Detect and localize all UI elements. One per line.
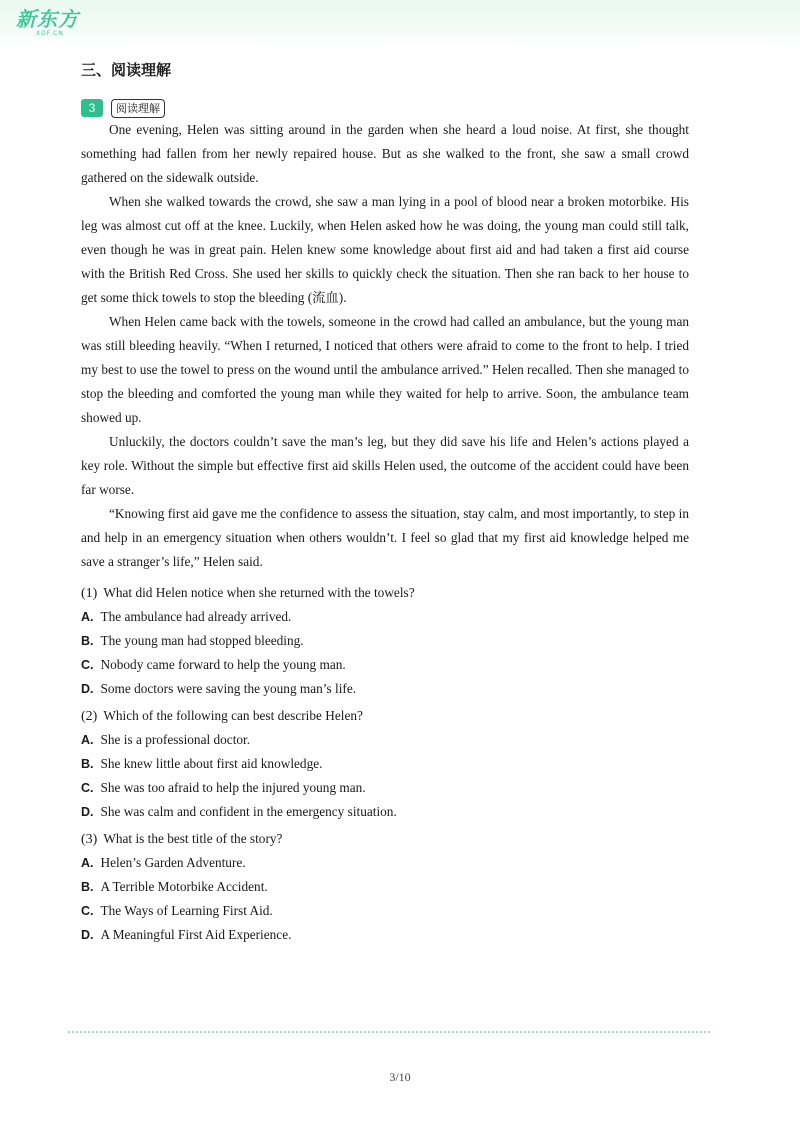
question-text: What did Helen notice when she returned with the towels?	[103, 585, 415, 600]
question-stem	[81, 704, 689, 728]
question-block-header	[81, 98, 165, 118]
brand-logo	[16, 8, 79, 37]
passage-paragraph: “Knowing first aid gave me the confidence to assess the situation, stay calm, and most importantly, to step in and help in an emergency situation when others wouldn’t. I feel so glad that my first aid knowledge helped me save a stranger’s life,” Helen said.	[81, 506, 689, 569]
option-letter: B.	[81, 880, 94, 894]
question-item	[81, 827, 689, 947]
answer-option	[81, 728, 689, 752]
answer-option	[81, 677, 689, 701]
passage-paragraph: When Helen came back with the towels, someone in the crowd had called an ambulance, but the young man was still bleeding heavily. “When I returned, I noticed that others were afraid to come to the front to help. I tried my best to use the towel to press on the wound until the ambulance arrived.” Helen recalled. Then she managed to stop the bleeding and comforted the young man while they waited for help to arrive. Soon, the ambulance team showed up.	[81, 314, 689, 425]
question-text: Which of the following can best describe Helen?	[103, 708, 363, 723]
answer-option	[81, 653, 689, 677]
footer-divider	[68, 1031, 710, 1033]
answer-option	[81, 923, 689, 947]
option-text: A Terrible Motorbike Accident.	[100, 879, 268, 894]
header-band	[0, 0, 800, 48]
answer-option	[81, 899, 689, 923]
option-letter: C.	[81, 904, 94, 918]
question-stem	[81, 827, 689, 851]
passage-paragraph: One evening, Helen was sitting around in the garden when she heard a loud noise. At first, she thought something had fallen from her newly repaired house. But as she walked to the front, she saw a small crowd gathered on the sidewalk outside.	[81, 122, 689, 185]
option-letter: A.	[81, 733, 94, 747]
passage-paragraph: Unluckily, the doctors couldn’t save the man’s leg, but they did save his life and Helen’s actions played a key role. Without the simple but effective first aid skills Helen used, the outcome of the accident could have been far worse.	[81, 434, 689, 497]
question-stem	[81, 581, 689, 605]
option-text: She is a professional doctor.	[100, 732, 251, 747]
option-text: Helen’s Garden Adventure.	[100, 855, 246, 870]
logo-chinese-text: 新东方	[16, 7, 79, 31]
option-text: The ambulance had already arrived.	[100, 609, 292, 624]
option-text: She was too afraid to help the injured young man.	[100, 780, 366, 795]
option-text: She was calm and confident in the emergency situation.	[100, 804, 397, 819]
page-number: 3/10	[389, 1070, 411, 1084]
option-letter: C.	[81, 781, 94, 795]
question-item	[81, 581, 689, 701]
answer-option	[81, 800, 689, 824]
question-text: What is the best title of the story?	[103, 831, 283, 846]
question-number: (3)	[81, 832, 98, 847]
option-letter: B.	[81, 757, 94, 771]
option-text: Some doctors were saving the young man’s life.	[100, 681, 357, 696]
question-number: (2)	[81, 709, 98, 724]
logo-english-text: XDF.CN	[36, 30, 64, 37]
option-text: The Ways of Learning First Aid.	[100, 903, 273, 918]
question-number-badge: 3	[81, 99, 103, 117]
option-letter: D.	[81, 928, 94, 942]
reading-passage	[81, 118, 689, 574]
answer-option	[81, 851, 689, 875]
option-text: The young man had stopped bleeding.	[100, 633, 304, 648]
answer-option	[81, 629, 689, 653]
option-letter: C.	[81, 658, 94, 672]
section-heading: 三、阅读理解	[81, 61, 172, 79]
question-number: (1)	[81, 586, 98, 601]
option-text: She knew little about first aid knowledge.	[100, 756, 323, 771]
answer-option	[81, 605, 689, 629]
option-letter: A.	[81, 856, 94, 870]
answer-option	[81, 875, 689, 899]
passage-paragraph: When she walked towards the crowd, she saw a man lying in a pool of blood near a broken motorbike. His leg was almost cut off at the knee. Luckily, when Helen asked how he was doing, the young man could still talk, even though he was in great pain. Helen knew some knowledge about first aid and had taken a first aid course with the British Red Cross. She used her skills to quickly check the situation. Then she ran back to her house to get some thick towels to stop the bleeding (流血).	[81, 194, 689, 305]
question-list	[81, 581, 689, 947]
option-letter: B.	[81, 634, 94, 648]
option-letter: D.	[81, 805, 94, 819]
question-type-tag: 阅读理解	[111, 99, 165, 118]
option-text: Nobody came forward to help the young man.	[100, 657, 346, 672]
option-letter: A.	[81, 610, 94, 624]
option-text: A Meaningful First Aid Experience.	[100, 927, 292, 942]
question-item	[81, 704, 689, 824]
option-letter: D.	[81, 682, 94, 696]
answer-option	[81, 776, 689, 800]
answer-option	[81, 752, 689, 776]
